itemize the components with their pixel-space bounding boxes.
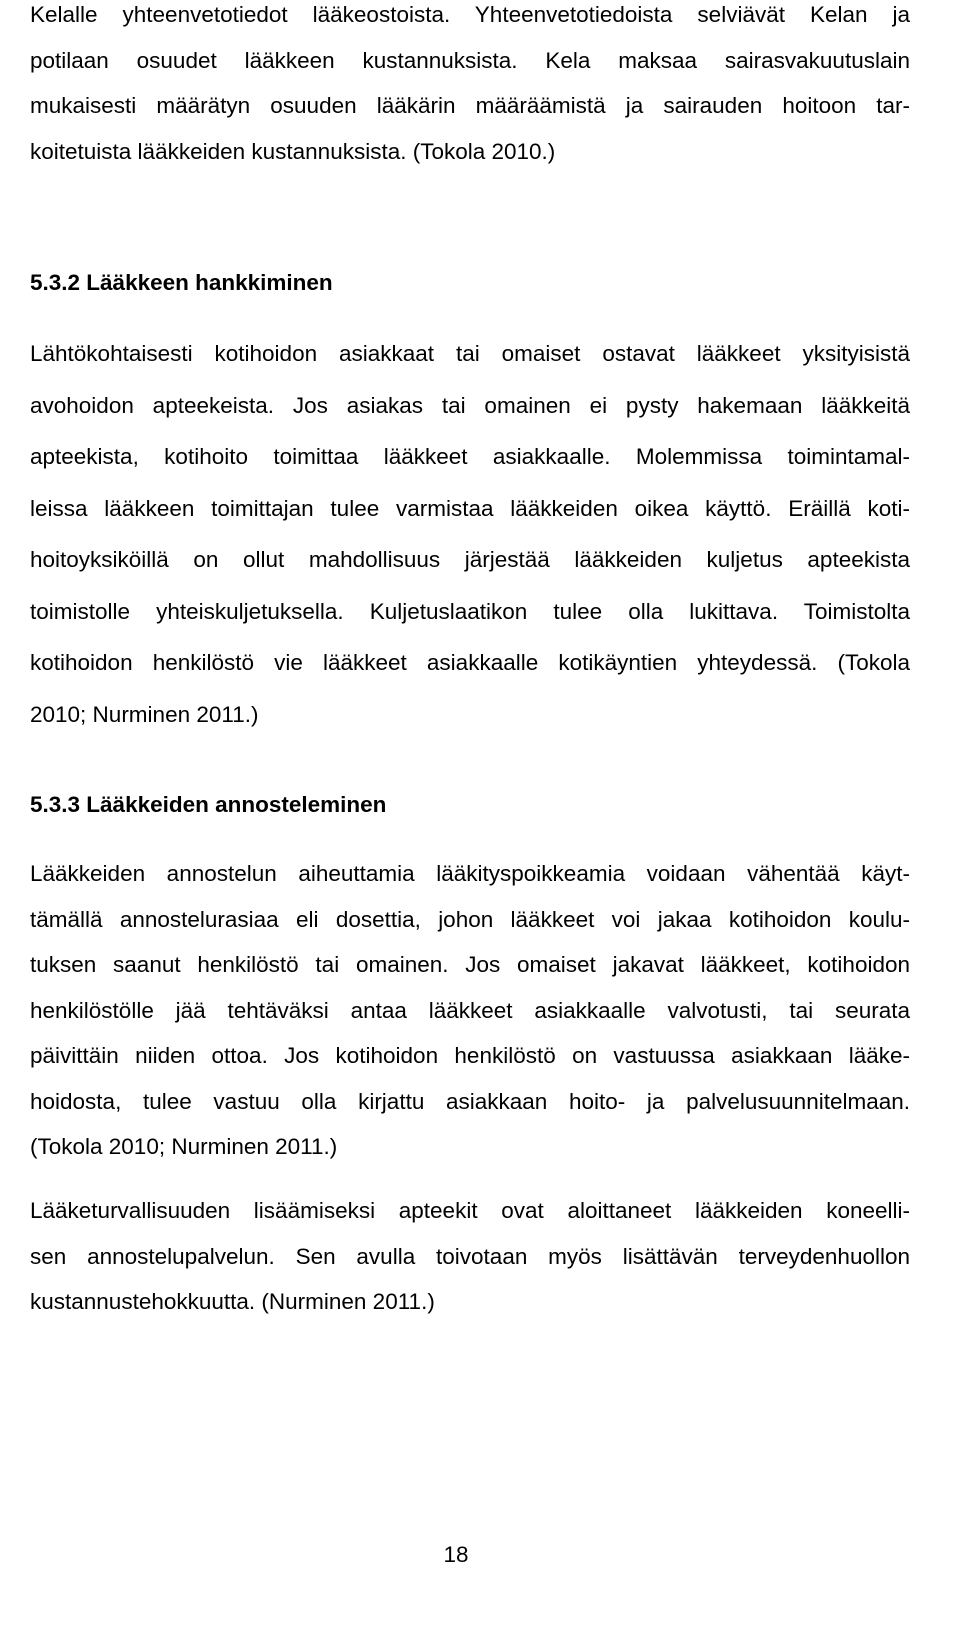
paragraph-lääkkeiden-annosteleminen — [30, 851, 910, 1170]
text-line: Lähtökohtaisesti kotihoidon asiakkaat tai omaiset ostavat lääkkeet yksityisistä — [30, 341, 910, 366]
text-line: apteekista, kotihoito toimittaa lääkkeet asiakkaalle. Molemmissa toimintamal- — [30, 444, 910, 469]
text-line: Lääketurvallisuuden lisäämiseksi apteekit ovat aloittaneet lääkkeiden koneelli- — [30, 1198, 910, 1223]
text-line: 2010; Nurminen 2011.) — [30, 701, 259, 727]
text-line: potilaan osuudet lääkkeen kustannuksista. Kela maksaa sairasvakuutuslain — [30, 47, 910, 73]
paragraph-intro — [30, 0, 910, 174]
section-heading-5-3-2: 5.3.2 Lääkkeen hankkiminen — [30, 270, 333, 295]
text-line: mukaisesti määrätyn osuuden lääkärin määräämistä ja sairauden hoitoon tar- — [30, 93, 910, 118]
text-line: Kelalle yhteenvetotiedot lääkeostoista. Yhteenvetotiedoista selviävät Kelan ja — [30, 2, 910, 27]
text-line: hoitoyksiköillä on ollut mahdollisuus järjestää lääkkeiden kuljetus apteekista — [30, 547, 910, 572]
text-line: koitetuista lääkkeiden kustannuksista. (Tokola 2010.) — [30, 138, 556, 164]
text-line: (Tokola 2010; Nurminen 2011.) — [30, 1134, 338, 1159]
text-line: päivittäin niiden ottoa. Jos kotihoidon henkilöstö on vastuussa asiakkaan lääke- — [30, 1043, 910, 1068]
text-line: tämällä annostelurasiaa eli dosettia, johon lääkkeet voi jakaa kotihoidon koulu- — [30, 906, 910, 932]
paragraph-annostelupalvelu — [30, 1188, 910, 1325]
text-line: kotihoidon henkilöstö vie lääkkeet asiakkaalle kotikäyntien yhteydessä. (Tokola — [30, 650, 910, 675]
text-line: henkilöstölle jää tehtäväksi antaa lääkkeet asiakkaalle valvotusti, tai seurata — [30, 997, 910, 1023]
paragraph-lääkkeen-hankkiminen — [30, 328, 910, 740]
text-line: kustannustehokkuutta. (Nurminen 2011.) — [30, 1289, 435, 1314]
text-line: leissa lääkkeen toimittajan tulee varmistaa lääkkeiden oikea käyttö. Eräillä koti- — [30, 495, 910, 521]
text-line: toimistolle yhteiskuljetuksella. Kuljetuslaatikon tulee olla lukittava. Toimistolta — [30, 598, 910, 624]
text-line: tuksen saanut henkilöstö tai omainen. Jos omaiset jakavat lääkkeet, kotihoidon — [30, 952, 910, 977]
text-line: avohoidon apteekeista. Jos asiakas tai omainen ei pysty hakemaan lääkkeitä — [30, 392, 910, 418]
text-line: Lääkkeiden annostelun aiheuttamia lääkityspoikkeamia voidaan vähentää käyt- — [30, 861, 910, 886]
text-line: sen annostelupalvelun. Sen avulla toivotaan myös lisättävän terveydenhuollon — [30, 1243, 910, 1269]
page-number: 18 — [443, 1542, 469, 1567]
section-heading-5-3-3: 5.3.3 Lääkkeiden annosteleminen — [30, 792, 387, 817]
text-line: hoidosta, tulee vastuu olla kirjattu asiakkaan hoito- ja palvelusuunnitelmaan. — [30, 1088, 910, 1114]
